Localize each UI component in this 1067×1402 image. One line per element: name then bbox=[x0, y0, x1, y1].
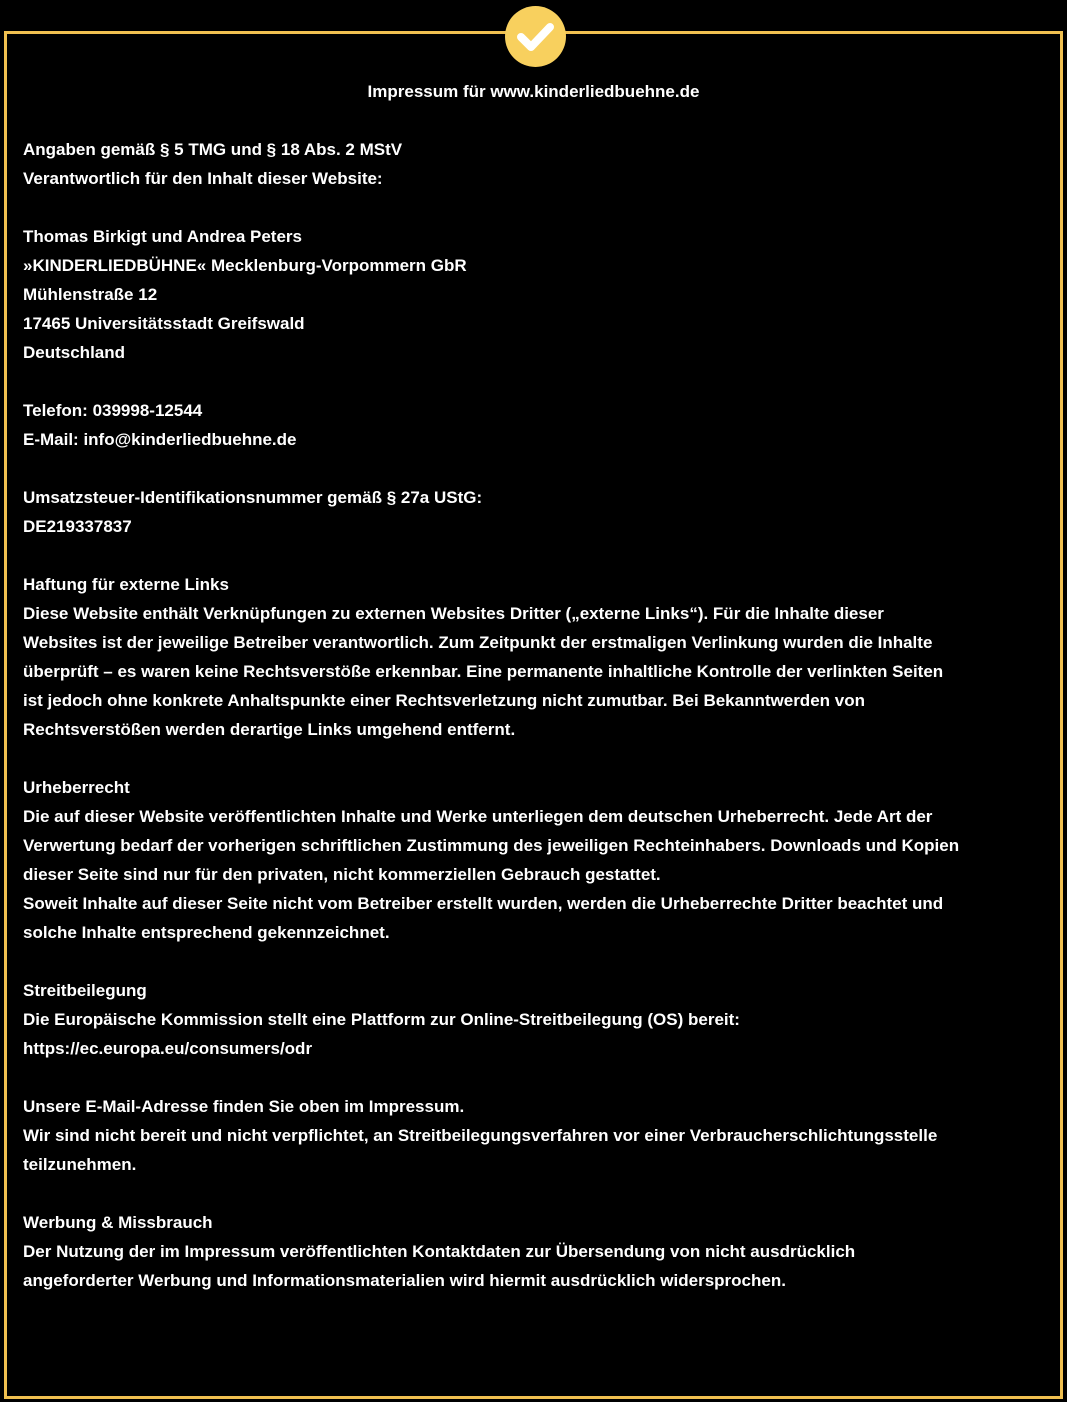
check-icon bbox=[505, 6, 566, 67]
text-line: teilzunehmen. bbox=[23, 1155, 137, 1174]
text-line: Telefon: 039998-12544 bbox=[23, 401, 203, 420]
text-line: Streitbeilegung bbox=[23, 981, 147, 1000]
text-line: dieser Seite sind nur für den privaten, nicht kommerziellen Gebrauch gestattet. bbox=[23, 865, 661, 884]
text-line: DE219337837 bbox=[23, 517, 132, 536]
text-line: Websites ist der jeweilige Betreiber verantwortlich. Zum Zeitpunkt der erstmaligen Verlinkung wurden die Inhalte bbox=[23, 633, 933, 652]
text-line: »KINDERLIEDBÜHNE« Mecklenburg-Vorpommern GbR bbox=[23, 256, 467, 275]
text-line: Diese Website enthält Verknüpfungen zu externen Websites Dritter („externe Links“). Für die Inhalte dieser bbox=[23, 604, 884, 623]
text-line: E-Mail: info@kinderliedbuehne.de bbox=[23, 430, 297, 449]
text-line: angeforderter Werbung und Informationsmaterialien wird hiermit ausdrücklich widersprochen. bbox=[23, 1271, 786, 1290]
paragraph-copyright bbox=[23, 773, 1044, 947]
text-line: Verantwortlich für den Inhalt dieser Website: bbox=[23, 169, 383, 188]
text-line: solche Inhalte entsprechend gekennzeichnet. bbox=[23, 923, 390, 942]
text-line: 17465 Universitätsstadt Greifswald bbox=[23, 314, 305, 333]
text-line: Die Europäische Kommission stellt eine Plattform zur Online-Streitbeilegung (OS) bereit: bbox=[23, 1010, 740, 1029]
text-line: ist jedoch ohne konkrete Anhaltspunkte einer Rechtsverletzung nicht zumutbar. Bei Bekanntwerden von bbox=[23, 691, 865, 710]
text-line: überprüft – es waren keine Rechtsverstöße erkennbar. Eine permanente inhaltliche Kontrolle der verlinkten Seiten bbox=[23, 662, 944, 681]
text-line: Rechtsverstößen werden derartige Links umgehend entfernt. bbox=[23, 720, 516, 739]
paragraph-liability-external-links bbox=[23, 570, 1044, 744]
text-line: Angaben gemäß § 5 TMG und § 18 Abs. 2 MStV bbox=[23, 140, 403, 159]
paragraph-vat-id bbox=[23, 483, 1044, 541]
paragraph-dispute-participation bbox=[23, 1092, 1044, 1179]
paragraph-advertising-objection bbox=[23, 1208, 1044, 1295]
text-line: Wir sind nicht bereit und nicht verpflichtet, an Streitbeilegungsverfahren vor einer Verbraucherschlichtungsstelle bbox=[23, 1126, 938, 1145]
text-line: Umsatzsteuer-Identifikationsnummer gemäß § 27a UStG: bbox=[23, 488, 483, 507]
paragraph-legal-basis bbox=[23, 135, 1044, 193]
text-line: Mühlenstraße 12 bbox=[23, 285, 158, 304]
paragraph-dispute-resolution bbox=[23, 976, 1044, 1063]
verified-badge bbox=[505, 6, 566, 67]
text-line: Haftung für externe Links bbox=[23, 575, 229, 594]
text-line: Verwertung bedarf der vorherigen schriftlichen Zustimmung des jeweiligen Rechteinhabers. Downloads und Kopien bbox=[23, 836, 960, 855]
impressum-page bbox=[7, 34, 1060, 1396]
text-line: Urheberrecht bbox=[23, 778, 130, 797]
paragraph-contact bbox=[23, 396, 1044, 454]
text-line: Der Nutzung der im Impressum veröffentlichten Kontaktdaten zur Übersendung von nicht ausdrücklich bbox=[23, 1242, 856, 1261]
text-line: Die auf dieser Website veröffentlichten Inhalte und Werke unterliegen dem deutschen Urheberrecht. Jede Art der bbox=[23, 807, 933, 826]
text-line: Thomas Birkigt und Andrea Peters bbox=[23, 227, 302, 246]
text-line: Werbung & Missbrauch bbox=[23, 1213, 213, 1232]
text-line: Unsere E-Mail-Adresse finden Sie oben im Impressum. bbox=[23, 1097, 465, 1116]
paragraph-operator-address bbox=[23, 222, 1044, 367]
text-line: https://ec.europa.eu/consumers/odr bbox=[23, 1039, 313, 1058]
text-line: Deutschland bbox=[23, 343, 126, 362]
paragraphs bbox=[23, 135, 1044, 1295]
page-title: Impressum für www.kinderliedbuehne.de bbox=[367, 82, 700, 101]
text-line: Soweit Inhalte auf dieser Seite nicht vom Betreiber erstellt wurden, werden die Urheberrechte Dritter beachtet und bbox=[23, 894, 944, 913]
